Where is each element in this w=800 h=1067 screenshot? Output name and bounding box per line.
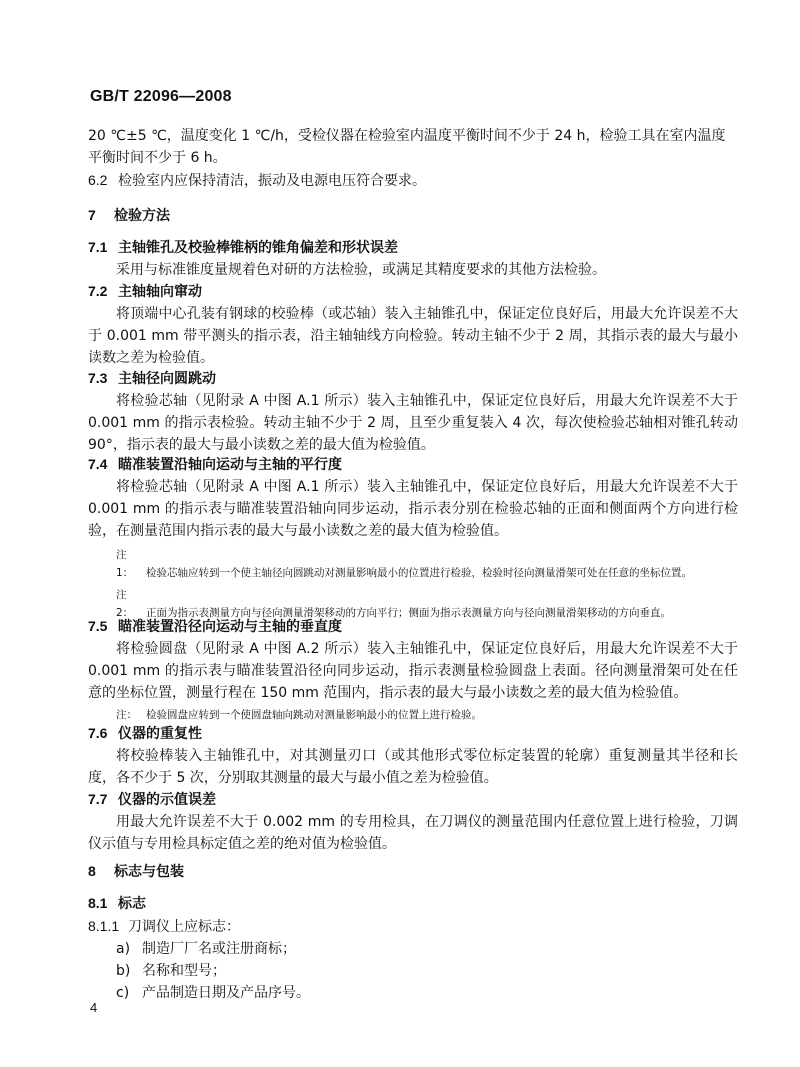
section-7-heading — [88, 204, 738, 227]
section-number: 8 — [88, 863, 96, 879]
clause-number: 8.1.1 — [88, 918, 120, 934]
clause-text: 检验室内应保持清洁，振动及电源电压符合要求。 — [118, 173, 426, 189]
page-number: 4 — [90, 1000, 98, 1015]
clause-body: 将检验圆盘（见附录 A 中图 A.2 所示）装入主轴锥孔中，保证定位良好后，用最大允许误差不大于 0.001 mm 的指示表与瞄准装置沿径向同步运动，指示表测量检验圆盘上表面。径向测量滑架可处在任意的坐标位置，测量行程在 150 mm 范围内，指示表的最大与最小读数之差的最大值为检验值。 — [88, 641, 738, 701]
clause-title: 主轴径向圆跳动 — [118, 371, 216, 387]
clause-7-5 — [88, 615, 738, 724]
clause-number: 7.4 — [88, 456, 108, 472]
clause-number: 7.2 — [88, 283, 108, 299]
standard-number: GB/T 22096—2008 — [90, 88, 232, 105]
clause-title: 仪器的示值误差 — [118, 792, 216, 808]
clause-number: 6.2 — [88, 172, 108, 188]
clause-number: 8.1 — [88, 895, 108, 911]
note-label: 注 1： — [116, 549, 134, 579]
clause-body: 将检验芯轴（见附录 A 中图 A.1 所示）装入主轴锥孔中，保证定位良好后，用最大允许误差不大于 0.001 mm 的指示表与瞄准装置沿轴向同步运动，指示表分别在检验芯轴的正面和侧面两个方向进行检验，在测量范围内指示表的最大与最小读数之差的最大值为检验值。 — [88, 479, 738, 539]
section-8-heading — [88, 860, 738, 883]
note-text: 正面为指示表测量方向与径向测量滑架移动的方向平行；侧面为指示表测量方向与径向测量滑架移动的方向垂直。 — [146, 607, 671, 619]
clause-number: 7.5 — [88, 618, 108, 634]
clause-title: 瞄准装置沿径向运动与主轴的垂直度 — [118, 619, 342, 635]
note-text: 检验芯轴应转到一个使主轴径向圆跳动对测量影响最小的位置进行检验，检验时径向测量滑架可处在任意的坐标位置。 — [146, 567, 692, 579]
note-text: 检验圆盘应转到一个使圆盘轴向跳动对测量影响最小的位置上进行检验。 — [146, 709, 482, 721]
item-text: 产品制造日期及产品序号。 — [142, 985, 310, 1001]
clause-number: 7.7 — [88, 791, 108, 807]
clause-body: 将顶端中心孔装有钢球的校验棒（或芯轴）装入主轴锥孔中，保证定位良好后，用最大允许误差不大于 0.001 mm 带平测头的指示表，沿主轴轴线方向检验。转动主轴不少于 2 周，其指示表的最大与最小读数之差为检验值。 — [88, 306, 738, 366]
clause-title: 仪器的重复性 — [118, 726, 202, 742]
clause-7-2 — [88, 280, 738, 369]
note-label: 注 2： — [116, 589, 134, 619]
note-1 — [88, 546, 738, 582]
clause-7-7 — [88, 788, 738, 855]
item-key: b) — [116, 963, 131, 979]
section-6-continuation — [88, 125, 738, 192]
note-label: 注： — [116, 709, 137, 721]
section-title: 标志与包装 — [114, 864, 184, 880]
section-number: 7 — [88, 207, 96, 223]
clause-7-1 — [88, 236, 738, 281]
clause-title: 主轴轴向窜动 — [118, 284, 202, 300]
clause-8-1-1 — [88, 915, 738, 938]
item-key: a) — [116, 941, 131, 957]
item-key: c) — [116, 985, 130, 1001]
clause-number: 7.3 — [88, 370, 108, 386]
item-text: 名称和型号； — [142, 963, 226, 979]
clause-body: 采用与标准锥度量规着色对研的方法检验，或满足其精度要求的其他方法检验。 — [116, 262, 606, 278]
clause-7-6 — [88, 722, 738, 789]
section-title: 检验方法 — [114, 208, 170, 224]
clause-8-1 — [88, 892, 738, 1004]
list-item — [88, 982, 738, 1004]
clause-title: 瞄准装置沿轴向运动与主轴的平行度 — [118, 457, 342, 473]
clause-number: 7.6 — [88, 725, 108, 741]
clause-7-3 — [88, 367, 738, 456]
clause-6-2 — [88, 169, 738, 192]
clause-title: 标志 — [118, 896, 146, 912]
list-item — [88, 960, 738, 982]
clause-title: 主轴锥孔及校验棒锥柄的锥角偏差和形状误差 — [118, 240, 398, 256]
clause-body: 将校验棒装入主轴锥孔中，对其测量刃口（或其他形式零位标定装置的轮廓）重复测量其半径和长度，各不少于 5 次，分别取其测量的最大与最小值之差为检验值。 — [88, 748, 738, 786]
clause-7-4 — [88, 453, 738, 622]
clause-number: 7.1 — [88, 239, 108, 255]
clause-text: 刀调仪上应标志： — [128, 919, 240, 935]
item-text: 制造厂厂名或注册商标； — [142, 941, 296, 957]
clause-body: 将检验芯轴（见附录 A 中图 A.1 所示）装入主轴锥孔中，保证定位良好后，用最大允许误差不大于 0.001 mm 的指示表检验。转动主轴不少于 2 周，且至少重复装入 4 次，每次使检验芯轴相对锥孔转动 90°，指示表的最大与最小读数之差的最大值为检验值。 — [88, 393, 738, 453]
clause-body: 用最大允许误差不大于 0.002 mm 的专用检具，在刀调仪的测量范围内任意位置上进行检验，刀调仪示值与专用检具标定值之差的绝对值为检验值。 — [88, 814, 738, 852]
list-item — [88, 938, 738, 960]
temperature-paragraph: 20 ℃±5 ℃，温度变化 1 ℃/h，受检仪器在检验室内温度平衡时间不少于 24 h，检验工具在室内温度平衡时间不少于 6 h。 — [88, 128, 726, 166]
